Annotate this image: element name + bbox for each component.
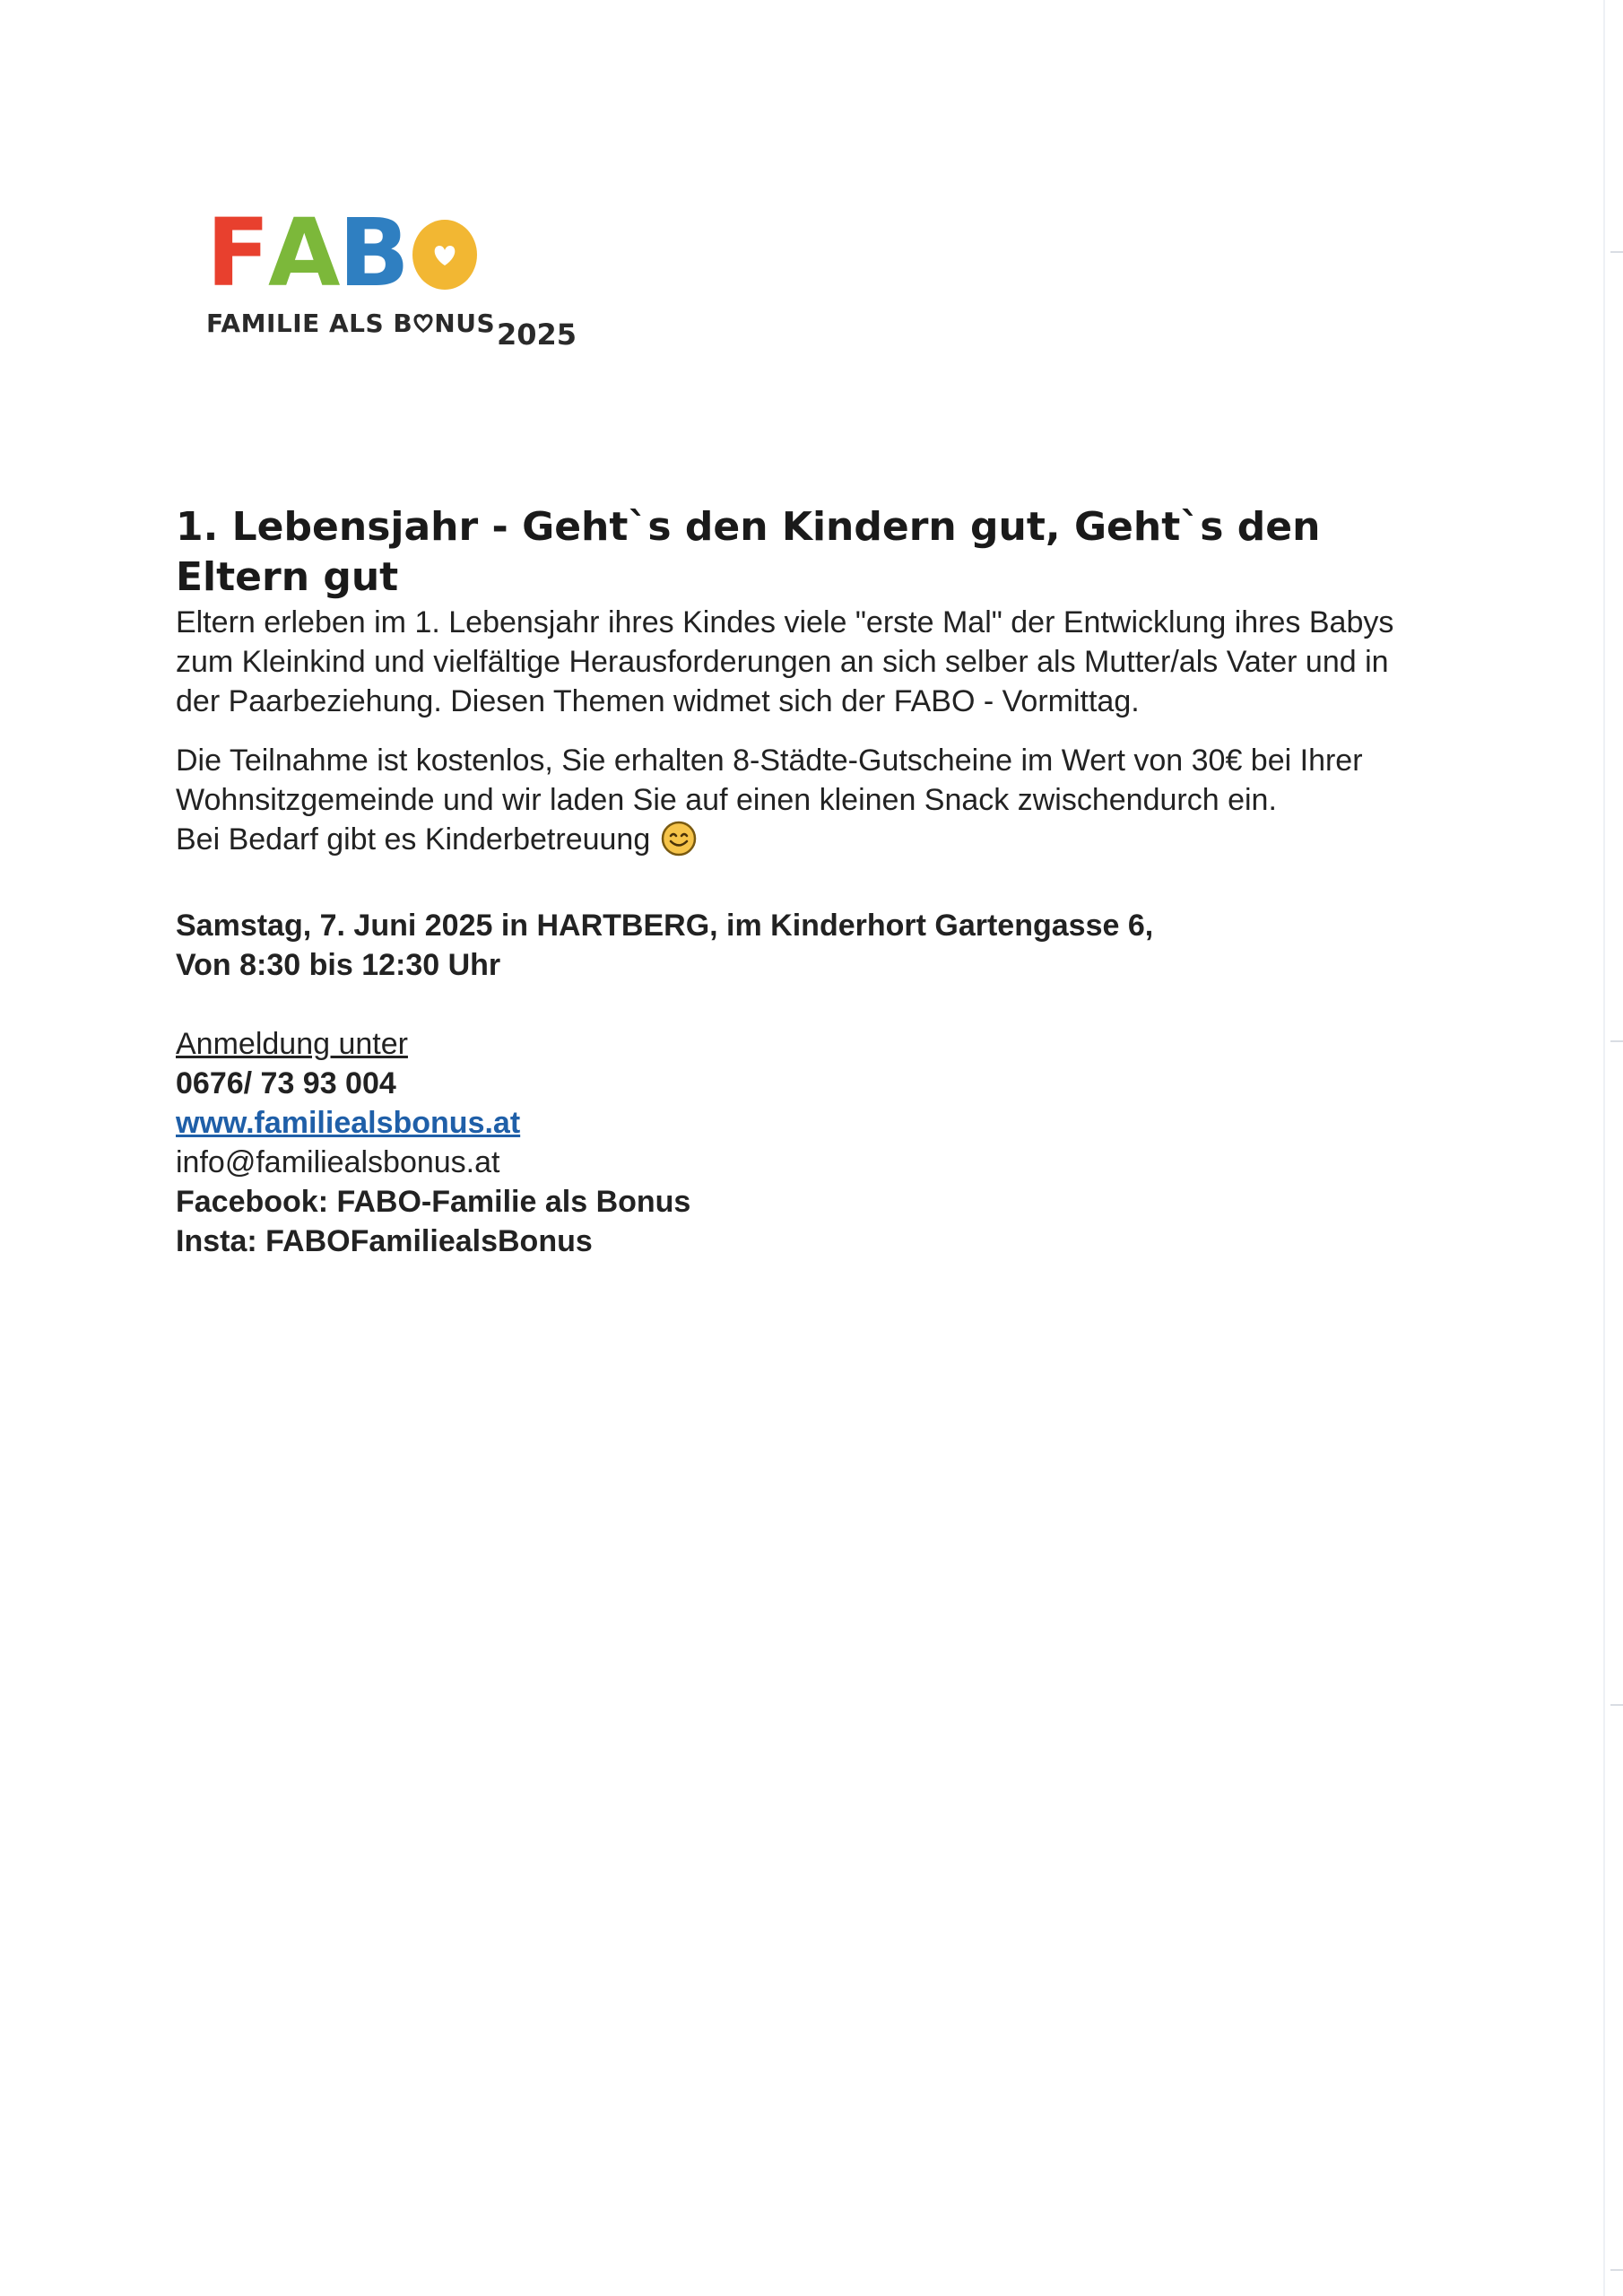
event-details xyxy=(176,906,1413,985)
childcare-text: Bei Bedarf gibt es Kinderbetreuung xyxy=(176,822,651,857)
scan-tick xyxy=(1610,1040,1623,1042)
smiley-icon xyxy=(661,821,697,866)
page-title: 1. Lebensjahr - Geht`s den Kindern gut, Geht`s den Eltern gut xyxy=(176,504,1321,600)
contact-website-line xyxy=(176,1103,1413,1143)
contact-instagram: Insta: FABOFamiliealsBonus xyxy=(176,1224,593,1258)
logo-subtitle-part2: NUS xyxy=(434,309,496,338)
scan-tick xyxy=(1610,1704,1623,1706)
logo-letter-a: A xyxy=(268,198,339,308)
logo-subtitle-part1: FAMILIE ALS B xyxy=(206,309,413,338)
scan-edge xyxy=(1603,0,1605,2296)
website-link[interactable]: www.familiealsbonus.at xyxy=(176,1106,521,1140)
logo-o-heart-icon xyxy=(412,219,478,291)
logo-wordmark xyxy=(206,198,583,308)
scan-tick xyxy=(1610,251,1623,253)
event-date: Samstag, 7. Juni 2025 in HARTBERG, im Kinderhort Gartengasse 6, xyxy=(176,909,1154,943)
registration-heading: Anmeldung unter xyxy=(176,1027,408,1061)
contact-email[interactable]: info@familiealsbonus.at xyxy=(176,1145,500,1179)
logo-year: 2025 xyxy=(497,317,577,352)
logo-letter-b: B xyxy=(338,198,408,308)
childcare-line xyxy=(176,820,1413,866)
logo-letter-f: F xyxy=(206,198,269,308)
event-time: Von 8:30 bis 12:30 Uhr xyxy=(176,948,501,982)
intro-paragraph: Eltern erleben im 1. Lebensjahr ihres Kindes viele "erste Mal" der Entwicklung ihres Babys zum Kleinkind und vielfältige Herausforderungen an sich selber als Mutter/als Vater und in der Paarbeziehung. Diesen Themen widmet sich der FABO - Vormittag. xyxy=(176,605,1394,718)
participation-paragraph: Die Teilnahme ist kostenlos, Sie erhalten 8-Städte-Gutscheine im Wert von 30€ bei Ihrer Wohnsitzgemeinde und wir laden Sie auf einen kleinen Snack zwischendurch ein. xyxy=(176,744,1363,817)
scan-tick xyxy=(1610,2269,1623,2271)
contact-facebook: Facebook: FABO-Familie als Bonus xyxy=(176,1185,691,1219)
contact-block xyxy=(176,1024,1413,1261)
contact-phone[interactable]: 0676/ 73 93 004 xyxy=(176,1066,396,1100)
document-content xyxy=(176,502,1413,1261)
heart-icon xyxy=(412,311,434,341)
